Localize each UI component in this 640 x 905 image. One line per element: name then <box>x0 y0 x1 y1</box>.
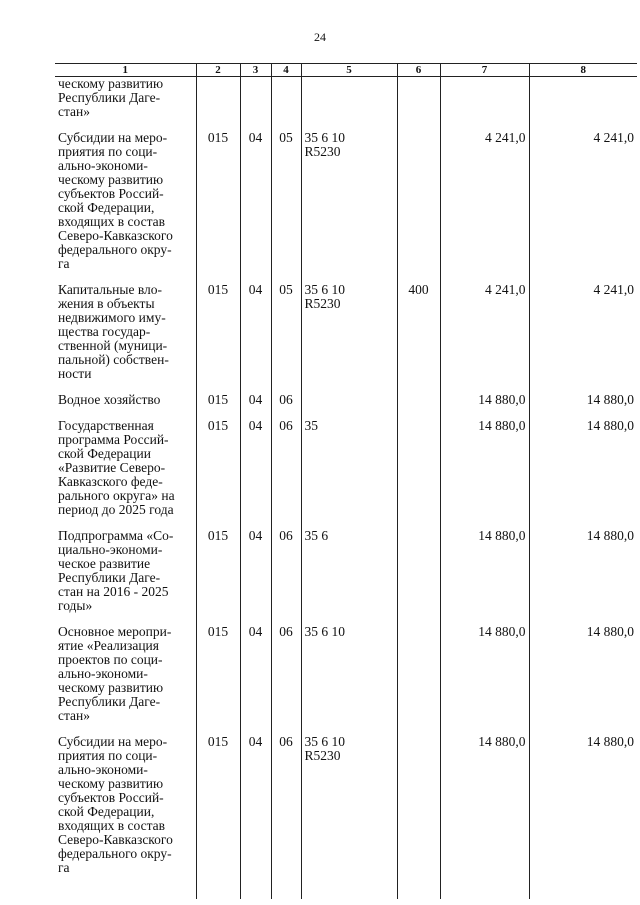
table-row <box>55 529 637 613</box>
spacer-cell <box>529 887 637 899</box>
amount-year1-cell: 4 241,0 <box>440 283 529 381</box>
target-article-cell <box>301 283 397 381</box>
subsection-cell: 06 <box>271 625 301 723</box>
table-row <box>55 393 637 407</box>
section-cell: 04 <box>240 529 271 613</box>
row-name-line: ятие «Реализация <box>58 638 159 653</box>
spacer-cell <box>240 887 271 899</box>
spacer-cell <box>301 887 397 899</box>
row-name-line: стан на 2016 - 2025 <box>58 584 169 599</box>
target-article-line: 35 6 10 <box>304 282 345 297</box>
row-name-line: стан» <box>58 104 91 119</box>
row-name-line: ально-экономи- <box>58 158 148 173</box>
row-name-line: проектов по соци- <box>58 652 163 667</box>
spacer-cell <box>196 875 240 887</box>
amount-year1-cell: 14 880,0 <box>440 393 529 407</box>
section-cell: 04 <box>240 419 271 517</box>
row-name-line: стан» <box>58 708 91 723</box>
target-article-line: R5230 <box>304 144 341 159</box>
spacer-cell <box>196 887 240 899</box>
header-col-1: 1 <box>55 64 196 77</box>
target-article-line: R5230 <box>304 296 341 311</box>
row-name-line: ской Федерации <box>58 446 151 461</box>
spacer-cell <box>271 887 301 899</box>
amount-year2-cell: 14 880,0 <box>529 529 637 613</box>
row-name-line: ально-экономи- <box>58 762 148 777</box>
spacer-cell <box>397 119 440 131</box>
spacer-cell <box>529 875 637 887</box>
row-name-line: ческому развитию <box>58 776 164 791</box>
table-body <box>55 77 637 900</box>
row-name-line: ности <box>58 366 92 381</box>
row-name-line: ской Федерации, <box>58 804 155 819</box>
target-article-cell <box>301 77 397 120</box>
row-name-line: щества государ- <box>58 324 151 339</box>
amount-year1-cell: 14 880,0 <box>440 625 529 723</box>
row-name-line: Республики Даге- <box>58 570 161 585</box>
row-name-cell <box>55 77 196 120</box>
row-name-cell <box>55 393 196 407</box>
row-name-line: Государственная <box>58 418 154 433</box>
row-name-line: циально-экономи- <box>58 542 163 557</box>
row-name-line: Основное меропри- <box>58 624 172 639</box>
spacer-cell <box>440 887 529 899</box>
header-col-4: 4 <box>271 64 301 77</box>
row-name-line: ческому развитию <box>58 680 164 695</box>
table-header-row <box>55 64 637 77</box>
row-name-line: пальной) собствен- <box>58 352 169 367</box>
budget-table <box>55 63 637 899</box>
table-row <box>55 625 637 723</box>
subsection-cell: 05 <box>271 131 301 271</box>
subsection-cell: 05 <box>271 283 301 381</box>
row-name-line: ально-экономи- <box>58 666 148 681</box>
spacer-cell <box>397 875 440 887</box>
section-cell <box>240 77 271 120</box>
target-article-line: R5230 <box>304 748 341 763</box>
header-col-3: 3 <box>240 64 271 77</box>
row-name-line: ской Федерации, <box>58 200 155 215</box>
row-name-line: субъектов Россий- <box>58 186 164 201</box>
expense-type-cell <box>397 735 440 875</box>
target-article-line: 35 6 <box>304 528 329 543</box>
row-name-line: годы» <box>58 598 93 613</box>
target-article-cell <box>301 393 397 407</box>
table-row <box>55 283 637 381</box>
amount-year2-cell: 14 880,0 <box>529 735 637 875</box>
row-name-line: Северо-Кавказского <box>58 228 173 243</box>
amount-year1-cell: 4 241,0 <box>440 131 529 271</box>
grbs-cell: 015 <box>196 625 240 723</box>
table-row <box>55 131 637 271</box>
subsection-cell: 06 <box>271 393 301 407</box>
amount-year2-cell: 14 880,0 <box>529 625 637 723</box>
target-article-cell <box>301 529 397 613</box>
row-name-cell <box>55 131 196 271</box>
amount-year1-cell: 14 880,0 <box>440 419 529 517</box>
row-name-line: Республики Даге- <box>58 694 161 709</box>
row-name-line: Субсидии на меро- <box>58 130 168 145</box>
row-name-line: рального округа» на <box>58 488 175 503</box>
target-article-line: 35 6 10 <box>304 734 345 749</box>
amount-year1-cell: 14 880,0 <box>440 735 529 875</box>
header-col-2: 2 <box>196 64 240 77</box>
table-row <box>55 77 637 120</box>
table-row <box>55 735 637 875</box>
spacer-cell <box>271 875 301 887</box>
expense-type-cell <box>397 131 440 271</box>
row-name-line: жения в объекты <box>58 296 155 311</box>
subsection-cell <box>271 77 301 120</box>
amount-year2-cell: 4 241,0 <box>529 131 637 271</box>
expense-type-cell <box>397 419 440 517</box>
row-name-line: недвижимого иму- <box>58 310 166 325</box>
grbs-cell: 015 <box>196 735 240 875</box>
expense-type-cell <box>397 393 440 407</box>
spacer-cell <box>440 875 529 887</box>
spacer-cell <box>301 381 397 393</box>
target-article-cell <box>301 625 397 723</box>
grbs-cell: 015 <box>196 131 240 271</box>
amount-year2-cell <box>529 77 637 120</box>
target-article-line: 35 6 10 <box>304 624 345 639</box>
row-spacer <box>55 875 637 887</box>
row-name-line: приятия по соци- <box>58 144 158 159</box>
row-spacer <box>55 887 637 899</box>
expense-type-cell <box>397 529 440 613</box>
spacer-cell <box>397 381 440 393</box>
spacer-cell <box>397 887 440 899</box>
target-article-line: 35 6 10 <box>304 130 345 145</box>
row-name-cell <box>55 283 196 381</box>
row-name-line: «Развитие Северо- <box>58 460 166 475</box>
header-col-5: 5 <box>301 64 397 77</box>
row-name-cell <box>55 529 196 613</box>
row-name-line: период до 2025 года <box>58 502 174 517</box>
row-name-line: приятия по соци- <box>58 748 158 763</box>
row-name-line: Кавказского феде- <box>58 474 163 489</box>
spacer-cell <box>397 517 440 529</box>
row-name-line: Субсидии на меро- <box>58 734 168 749</box>
row-name-line: га <box>58 256 70 271</box>
row-name-line: ческое развитие <box>58 556 151 571</box>
amount-year2-cell: 14 880,0 <box>529 419 637 517</box>
table-row <box>55 419 637 517</box>
subsection-cell: 06 <box>271 529 301 613</box>
amount-year2-cell: 14 880,0 <box>529 393 637 407</box>
target-article-line: 35 <box>304 418 318 433</box>
spacer-cell <box>301 875 397 887</box>
grbs-cell: 015 <box>196 283 240 381</box>
header-col-6: 6 <box>397 64 440 77</box>
row-name-line: входящих в состав <box>58 214 166 229</box>
page-number: 24 <box>314 30 326 44</box>
row-name-line: Подпрограмма «Со- <box>58 528 174 543</box>
section-cell: 04 <box>240 735 271 875</box>
row-name-line: Водное хозяйство <box>58 392 161 407</box>
row-name-line: га <box>58 860 70 875</box>
row-name-line: субъектов Россий- <box>58 790 164 805</box>
row-name-cell <box>55 419 196 517</box>
row-name-line: ческому развитию <box>58 76 164 91</box>
section-cell: 04 <box>240 625 271 723</box>
spacer-cell <box>397 723 440 735</box>
subsection-cell: 06 <box>271 419 301 517</box>
expense-type-cell <box>397 77 440 120</box>
target-article-cell <box>301 419 397 517</box>
amount-year1-cell: 14 880,0 <box>440 529 529 613</box>
row-name-line: федерального окру- <box>58 242 172 257</box>
row-name-line: программа Россий- <box>58 432 169 447</box>
spacer-cell <box>397 407 440 419</box>
amount-year2-cell: 4 241,0 <box>529 283 637 381</box>
spacer-cell <box>55 875 196 887</box>
row-name-line: ственной (муници- <box>58 338 168 353</box>
expense-type-cell: 400 <box>397 283 440 381</box>
row-name-line: ческому развитию <box>58 172 164 187</box>
row-name-line: федерального окру- <box>58 846 172 861</box>
grbs-cell <box>196 77 240 120</box>
subsection-cell: 06 <box>271 735 301 875</box>
expense-type-cell <box>397 625 440 723</box>
target-article-cell <box>301 735 397 875</box>
grbs-cell: 015 <box>196 393 240 407</box>
section-cell: 04 <box>240 283 271 381</box>
grbs-cell: 015 <box>196 419 240 517</box>
amount-year1-cell <box>440 77 529 120</box>
section-cell: 04 <box>240 131 271 271</box>
spacer-cell <box>240 875 271 887</box>
target-article-cell <box>301 131 397 271</box>
row-name-line: входящих в состав <box>58 818 166 833</box>
spacer-cell <box>397 613 440 625</box>
row-name-line: Республики Даге- <box>58 90 161 105</box>
row-name-line: Капитальные вло- <box>58 282 162 297</box>
grbs-cell: 015 <box>196 529 240 613</box>
row-name-line: Северо-Кавказского <box>58 832 173 847</box>
header-col-8: 8 <box>529 64 637 77</box>
row-name-cell <box>55 625 196 723</box>
row-name-cell <box>55 735 196 875</box>
section-cell: 04 <box>240 393 271 407</box>
spacer-cell <box>55 887 196 899</box>
header-col-7: 7 <box>440 64 529 77</box>
